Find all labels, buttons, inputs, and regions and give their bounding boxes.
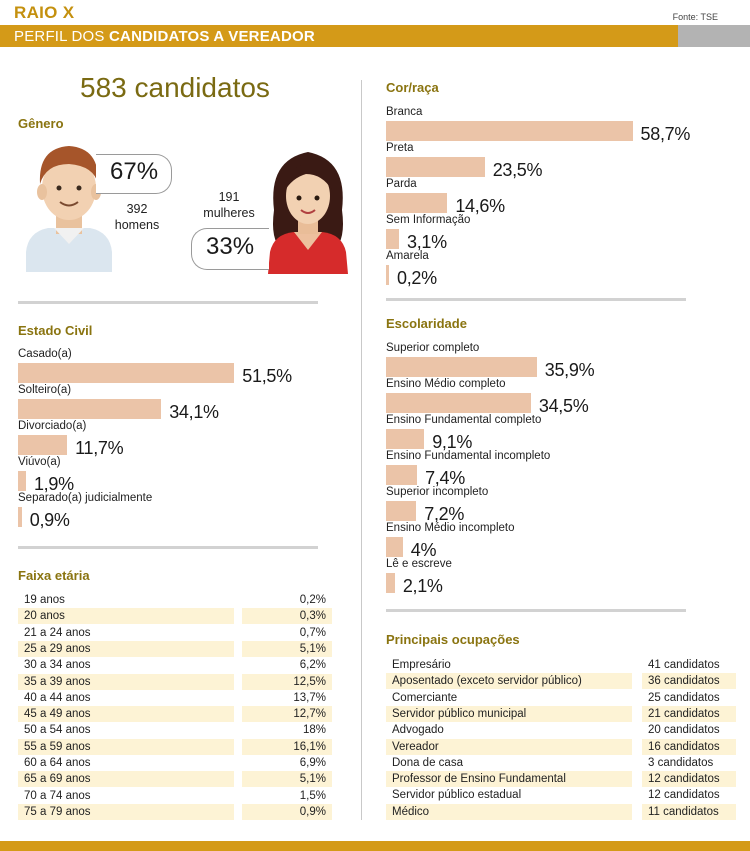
divider-genero bbox=[18, 301, 318, 304]
estado-civil-label: Solteiro(a) bbox=[18, 384, 72, 396]
divider-escolaridade bbox=[386, 609, 686, 612]
faixa-etaria-title: Faixa etária bbox=[18, 568, 90, 583]
cor-raca-value: 14,6% bbox=[455, 196, 505, 216]
escolaridade-value: 7,2% bbox=[424, 504, 465, 524]
ocupacoes-label: Dona de casa bbox=[386, 755, 632, 771]
escolaridade-value: 34,5% bbox=[538, 396, 589, 416]
faixa-etaria-row bbox=[18, 706, 332, 722]
faixa-etaria-value: 1,5% bbox=[242, 788, 332, 804]
faixa-etaria-value: 5,1% bbox=[242, 771, 332, 787]
faixa-etaria-value: 12,7% bbox=[242, 706, 332, 722]
ocupacoes-row bbox=[386, 673, 736, 689]
estado-civil-label: Viúvo(a) bbox=[18, 456, 61, 468]
estado-civil-bar bbox=[18, 471, 26, 491]
faixa-etaria-value: 16,1% bbox=[242, 739, 332, 755]
estado-civil-bar bbox=[18, 435, 67, 455]
escolaridade-bar bbox=[386, 537, 403, 557]
faixa-etaria-label: 40 a 44 anos bbox=[18, 690, 234, 706]
ocupacoes-value: 12 candidatos bbox=[642, 787, 736, 803]
escolaridade-value: 35,9% bbox=[544, 360, 595, 380]
escolaridade-label: Superior incompleto bbox=[386, 486, 489, 498]
faixa-etaria-label: 50 a 54 anos bbox=[18, 722, 234, 738]
faixa-etaria-value: 6,9% bbox=[242, 755, 332, 771]
faixa-etaria-label: 25 a 29 anos bbox=[18, 641, 234, 657]
ocupacoes-label: Vereador bbox=[386, 739, 632, 755]
estado-civil-value: 0,9% bbox=[29, 510, 70, 530]
escolaridade-bar bbox=[386, 573, 395, 593]
escolaridade-label: Ensino Médio completo bbox=[386, 378, 506, 390]
faixa-etaria-label: 19 anos bbox=[18, 592, 234, 608]
ocupacoes-value: 41 candidatos bbox=[642, 657, 736, 673]
faixa-etaria-label: 65 a 69 anos bbox=[18, 771, 234, 787]
escolaridade-label: Ensino Médio incompleto bbox=[386, 522, 515, 534]
ocupacoes-value: 25 candidatos bbox=[642, 690, 736, 706]
ocupacoes-row bbox=[386, 739, 736, 755]
faixa-etaria-row bbox=[18, 657, 332, 673]
ocupacoes-row bbox=[386, 657, 736, 673]
ocupacoes-label: Servidor público municipal bbox=[386, 706, 632, 722]
estado-civil-bar bbox=[18, 507, 22, 527]
vertical-divider bbox=[361, 80, 362, 820]
faixa-etaria-value: 0,2% bbox=[242, 592, 332, 608]
escolaridade-label: Lê e escreve bbox=[386, 558, 452, 570]
faixa-etaria-row bbox=[18, 608, 332, 624]
faixa-etaria-row bbox=[18, 739, 332, 755]
faixa-etaria-value: 13,7% bbox=[242, 690, 332, 706]
escolaridade-label: Ensino Fundamental completo bbox=[386, 414, 542, 426]
ocupacoes-title: Principais ocupações bbox=[386, 632, 520, 647]
total-candidates: 583 candidatos bbox=[80, 72, 270, 103]
ocupacoes-label: Comerciante bbox=[386, 690, 632, 706]
faixa-etaria-label: 30 a 34 anos bbox=[18, 657, 234, 673]
estado-civil-bar bbox=[18, 363, 234, 383]
faixa-etaria-row bbox=[18, 641, 332, 657]
faixa-etaria-label: 55 a 59 anos bbox=[18, 739, 234, 755]
faixa-etaria-value: 18% bbox=[242, 722, 332, 738]
estado-civil-value: 11,7% bbox=[75, 438, 124, 458]
cor-raca-value: 3,1% bbox=[407, 232, 447, 252]
escolaridade-value: 9,1% bbox=[432, 432, 473, 452]
cor-raca-label: Parda bbox=[386, 178, 417, 190]
cor-raca-bar bbox=[386, 265, 389, 285]
ocupacoes-label: Aposentado (exceto servidor público) bbox=[386, 673, 632, 689]
estado-civil-value: 51,5% bbox=[242, 366, 292, 386]
faixa-etaria-row bbox=[18, 592, 332, 608]
cor-raca-value: 0,2% bbox=[397, 268, 437, 288]
faixa-etaria-value: 6,2% bbox=[242, 657, 332, 673]
cor-raca-label: Preta bbox=[386, 142, 414, 154]
escolaridade-value: 2,1% bbox=[402, 576, 443, 596]
title-band bbox=[0, 25, 750, 47]
escolaridade-bar bbox=[386, 429, 424, 449]
bottom-bar bbox=[0, 841, 750, 851]
escolaridade-bar bbox=[386, 465, 417, 485]
faixa-etaria-label: 35 a 39 anos bbox=[18, 674, 234, 690]
faixa-etaria-label: 70 a 74 anos bbox=[18, 788, 234, 804]
ocupacoes-value: 36 candidatos bbox=[642, 673, 736, 689]
faixa-etaria-row bbox=[18, 722, 332, 738]
cor-raca-label: Sem Informação bbox=[386, 214, 471, 226]
homens-count: 392 bbox=[126, 202, 148, 216]
escolaridade-value: 7,4% bbox=[425, 468, 465, 488]
divider-cor-raca bbox=[386, 298, 686, 301]
homens-pct: 67% bbox=[96, 154, 172, 194]
escolaridade-bar bbox=[386, 501, 416, 521]
cor-raca-label: Branca bbox=[386, 106, 423, 118]
estado-civil-title: Estado Civil bbox=[18, 323, 93, 338]
cor-raca-bar bbox=[386, 157, 485, 177]
homens-word: homens bbox=[114, 217, 160, 232]
faixa-etaria-value: 12,5% bbox=[242, 674, 332, 690]
band-title bbox=[14, 28, 315, 45]
ocupacoes-label: Empresário bbox=[386, 657, 632, 673]
estado-civil-value: 1,9% bbox=[33, 474, 74, 494]
cor-raca-label: Amarela bbox=[386, 250, 429, 262]
ocupacoes-row bbox=[386, 771, 736, 787]
cor-raca-bar bbox=[386, 121, 633, 141]
ocupacoes-label: Médico bbox=[386, 804, 632, 820]
estado-civil-label: Divorciado(a) bbox=[18, 420, 87, 432]
header-title: RAIO X bbox=[14, 3, 75, 22]
cor-raca-bar bbox=[386, 229, 399, 249]
divider-estado-civil bbox=[18, 546, 318, 549]
ocupacoes-label: Advogado bbox=[386, 722, 632, 738]
band-title-bold: CANDIDATOS A VEREADOR bbox=[109, 28, 315, 45]
faixa-etaria-value: 5,1% bbox=[242, 641, 332, 657]
cor-raca-title: Cor/raça bbox=[386, 80, 439, 95]
ocupacoes-row bbox=[386, 755, 736, 771]
ocupacoes-row bbox=[386, 722, 736, 738]
faixa-etaria-value: 0,9% bbox=[242, 804, 332, 820]
ocupacoes-row bbox=[386, 804, 736, 820]
ocupacoes-value: 11 candidatos bbox=[642, 804, 736, 820]
band-title-prefix: PERFIL DOS bbox=[14, 28, 109, 45]
mulheres-label bbox=[195, 190, 263, 221]
ocupacoes-row bbox=[386, 706, 736, 722]
cor-raca-bar bbox=[386, 193, 447, 213]
faixa-etaria-row bbox=[18, 674, 332, 690]
faixa-etaria-row bbox=[18, 690, 332, 706]
ocupacoes-value: 16 candidatos bbox=[642, 739, 736, 755]
faixa-etaria-row bbox=[18, 771, 332, 787]
escolaridade-bar bbox=[386, 357, 537, 377]
escolaridade-label: Ensino Fundamental incompleto bbox=[386, 450, 551, 462]
faixa-etaria-row bbox=[18, 788, 332, 804]
band-gray-block bbox=[678, 25, 750, 47]
ocupacoes-value: 21 candidatos bbox=[642, 706, 736, 722]
mulheres-count: 191 bbox=[218, 190, 240, 204]
faixa-etaria-row bbox=[18, 804, 332, 820]
estado-civil-label: Separado(a) judicialmente bbox=[18, 492, 153, 504]
ocupacoes-value: 3 candidatos bbox=[642, 755, 736, 771]
faixa-etaria-label: 75 a 79 anos bbox=[18, 804, 234, 820]
ocupacoes-row bbox=[386, 787, 736, 803]
woman-avatar-icon bbox=[264, 140, 352, 274]
cor-raca-value: 58,7% bbox=[640, 124, 691, 144]
mulheres-pct: 33% bbox=[191, 228, 269, 270]
ocupacoes-value: 20 candidatos bbox=[642, 722, 736, 738]
ocupacoes-row bbox=[386, 690, 736, 706]
faixa-etaria-label: 20 anos bbox=[18, 608, 234, 624]
estado-civil-bar bbox=[18, 399, 161, 419]
faixa-etaria-value: 0,3% bbox=[242, 608, 332, 624]
faixa-etaria-label: 60 a 64 anos bbox=[18, 755, 234, 771]
estado-civil-label: Casado(a) bbox=[18, 348, 72, 360]
escolaridade-label: Superior completo bbox=[386, 342, 480, 354]
mulheres-word: mulheres bbox=[203, 205, 255, 220]
faixa-etaria-label: 45 a 49 anos bbox=[18, 706, 234, 722]
ocupacoes-value: 12 candidatos bbox=[642, 771, 736, 787]
homens-label bbox=[102, 202, 172, 233]
genero-title: Gênero bbox=[18, 116, 64, 131]
faixa-etaria-row bbox=[18, 755, 332, 771]
faixa-etaria-value: 0,7% bbox=[242, 625, 332, 641]
cor-raca-value: 23,5% bbox=[492, 160, 543, 180]
escolaridade-bar bbox=[386, 393, 531, 413]
escolaridade-value: 4% bbox=[410, 540, 437, 560]
faixa-etaria-label: 21 a 24 anos bbox=[18, 625, 234, 641]
faixa-etaria-row bbox=[18, 625, 332, 641]
escolaridade-title: Escolaridade bbox=[386, 316, 467, 331]
ocupacoes-label: Professor de Ensino Fundamental bbox=[386, 771, 632, 787]
ocupacoes-label: Servidor público estadual bbox=[386, 787, 632, 803]
estado-civil-value: 34,1% bbox=[169, 402, 219, 422]
source-note: Fonte: TSE bbox=[672, 12, 718, 22]
